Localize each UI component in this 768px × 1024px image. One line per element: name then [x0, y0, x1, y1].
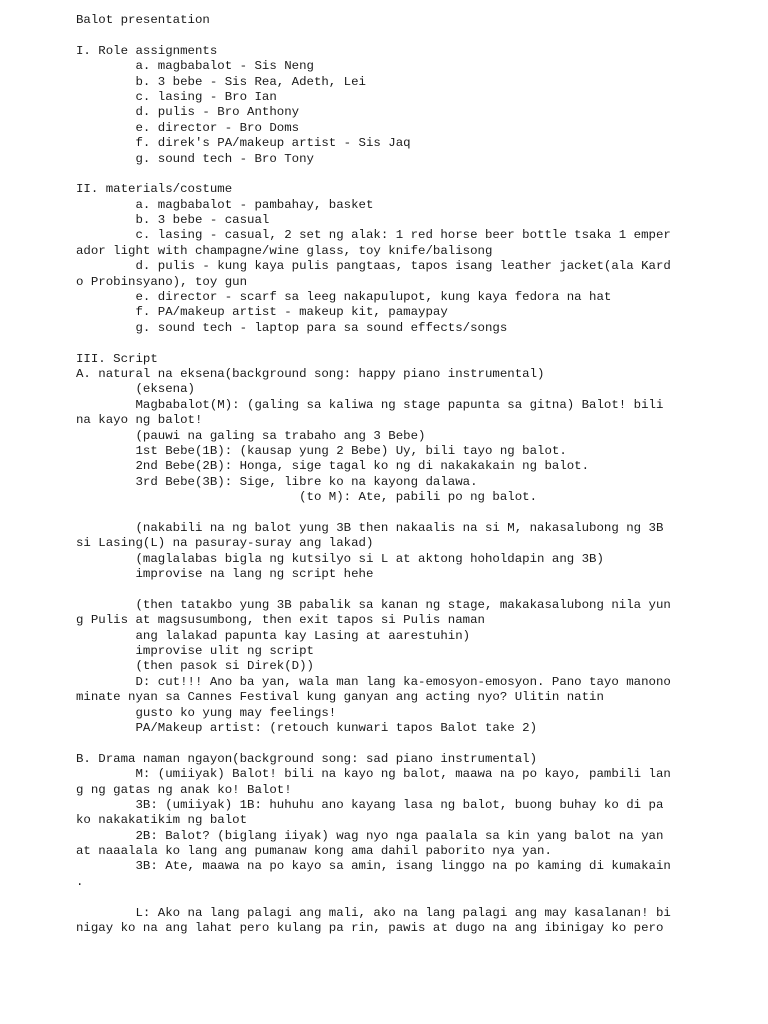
- text-line: d. pulis - kung kaya pulis pangtaas, tapos isang leather jacket(ala Kard: [76, 259, 671, 274]
- text-line: improvise na lang ng script hehe: [76, 567, 374, 582]
- text-line: c. lasing - Bro Ian: [76, 89, 277, 104]
- text-line: ko nakakatikim ng balot: [76, 813, 248, 828]
- text-line: (pauwi na galing sa trabaho ang 3 Bebe): [76, 428, 426, 443]
- text-line: 2nd Bebe(2B): Honga, sige tagal ko ng di nakakakain ng balot.: [76, 459, 590, 474]
- text-line: 3B: (umiiyak) 1B: huhuhu ano kayang lasa ng balot, buong buhay ko di pa: [76, 797, 664, 812]
- text-line: .: [76, 874, 84, 889]
- text-line: improvise ulit ng script: [76, 644, 314, 659]
- text-line: (nakabili na ng balot yung 3B then nakaalis na si M, nakasalubong ng 3B: [76, 520, 664, 535]
- text-line: o Probinsyano), toy gun: [76, 274, 248, 289]
- text-line: f. PA/makeup artist - makeup kit, pamaypay: [76, 305, 448, 320]
- text-line: M: (umiiyak) Balot! bili na kayo ng balot, maawa na po kayo, pambili lan: [76, 767, 671, 782]
- text-line: PA/Makeup artist: (retouch kunwari tapos Balot take 2): [76, 720, 538, 735]
- blank-line: [0, 890, 768, 905]
- text-line: ang lalakad papunta kay Lasing at aarestuhin): [76, 628, 471, 643]
- text-line: minate nyan sa Cannes Festival kung ganyan ang acting nyo? Ulitin natin: [76, 690, 604, 705]
- text-line: L: Ako na lang palagi ang mali, ako na lang palagi ang may kasalanan! bi: [76, 905, 671, 920]
- blank-line: [0, 167, 768, 182]
- text-line: (then tatakbo yung 3B pabalik sa kanan ng stage, makakasalubong nila yun: [76, 597, 671, 612]
- text-line: 2B: Balot? (biglang iiyak) wag nyo nga paalala sa kin yang balot na yan: [76, 828, 664, 843]
- text-line: gusto ko yung may feelings!: [76, 705, 337, 720]
- text-line: 1st Bebe(1B): (kausap yung 2 Bebe) Uy, bili tayo ng balot.: [76, 443, 567, 458]
- text-line: nigay ko na ang lahat pero kulang pa rin, pawis at dugo na ang ibinigay ko pero: [76, 921, 664, 936]
- text-line: (maglalabas bigla ng kutsilyo si L at aktong hoholdapin ang 3B): [76, 551, 604, 566]
- text-line: b. 3 bebe - casual: [76, 213, 270, 228]
- text-line: d. pulis - Bro Anthony: [76, 105, 300, 120]
- text-line: 3B: Ate, maawa na po kayo sa amin, isang linggo na po kaming di kumakain: [76, 859, 671, 874]
- text-line: a. magbabalot - Sis Neng: [76, 59, 314, 74]
- blank-line: [0, 736, 768, 751]
- text-line: a. magbabalot - pambahay, basket: [76, 197, 374, 212]
- text-line: e. director - Bro Doms: [76, 120, 300, 135]
- text-line: c. lasing - casual, 2 set ng alak: 1 red horse beer bottle tsaka 1 emper: [76, 228, 671, 243]
- text-line: A. natural na eksena(background song: happy piano instrumental): [76, 366, 545, 381]
- text-line: g. sound tech - Bro Tony: [76, 151, 314, 166]
- text-line: (to M): Ate, pabili po ng balot.: [76, 490, 538, 505]
- text-line: (then pasok si Direk(D)): [76, 659, 314, 674]
- text-line: III. Script: [76, 351, 158, 366]
- text-line: g Pulis at magsusumbong, then exit tapos si Pulis naman: [76, 613, 485, 628]
- blank-line: [0, 28, 768, 43]
- text-line: ador light with champagne/wine glass, toy knife/balisong: [76, 243, 493, 258]
- text-line: D: cut!!! Ano ba yan, wala man lang ka-emosyon-emosyon. Pano tayo manono: [76, 674, 671, 689]
- text-line: Magbabalot(M): (galing sa kaliwa ng stage papunta sa gitna) Balot! bili: [76, 397, 664, 412]
- text-line: f. direk's PA/makeup artist - Sis Jaq: [76, 136, 411, 151]
- text-line: g ng gatas ng anak ko! Balot!: [76, 782, 292, 797]
- text-line: si Lasing(L) na pasuray-suray ang lakad): [76, 536, 374, 551]
- text-line: (eksena): [76, 382, 195, 397]
- text-line: b. 3 bebe - Sis Rea, Adeth, Lei: [76, 74, 366, 89]
- blank-line: [0, 506, 768, 521]
- blank-line: [0, 336, 768, 351]
- text-line: na kayo ng balot!: [76, 413, 203, 428]
- text-line: e. director - scarf sa leeg nakapulupot, kung kaya fedora na hat: [76, 290, 612, 305]
- text-line: B. Drama naman ngayon(background song: sad piano instrumental): [76, 751, 538, 766]
- blank-line: [0, 582, 768, 597]
- text-line: Balot presentation: [76, 13, 210, 27]
- text-line: II. materials/costume: [76, 182, 233, 197]
- text-line: at naaalala ko lang ang pumanaw kong ama dahil paborito nya yan.: [76, 844, 552, 859]
- text-line: g. sound tech - laptop para sa sound effects/songs: [76, 320, 508, 335]
- text-line: I. Role assignments: [76, 43, 218, 58]
- text-line: 3rd Bebe(3B): Sige, libre ko na kayong dalawa.: [76, 474, 478, 489]
